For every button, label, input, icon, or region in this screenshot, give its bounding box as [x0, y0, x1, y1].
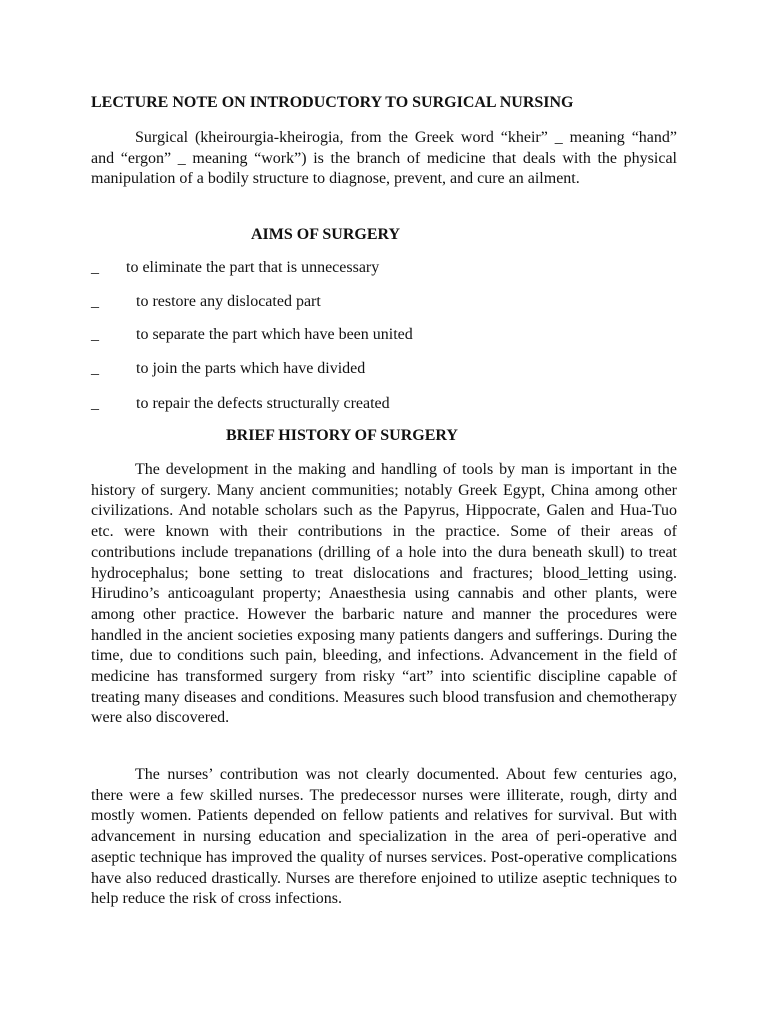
aim-bullet: _ [91, 259, 99, 276]
aim-text: to separate the part which have been united [136, 326, 413, 343]
aim-text: to eliminate the part that is unnecessary [126, 259, 380, 276]
aims-heading: AIMS OF SURGERY [251, 226, 401, 243]
aim-text: to restore any dislocated part [136, 293, 321, 310]
aim-bullet: _ [91, 395, 99, 412]
aim-bullet: _ [91, 326, 99, 343]
history-paragraph: The development in the making and handling of tools by man is important in the history of surgery. Many ancient communities; notably Greek Egypt, China among other civilizations. And notable scholars such as the Papyrus, Hippocrate, Galen and Hua-Tuo etc. were known with their contributions in the practice. Some of their areas of contributions include trepanations (drilling of a hole into the dura beneath skull) to treat hydrocephalus; bone setting to treat dislocations and fractures; blood_letting using. Hirudino’s anticoagulant property; Anaesthesia using cannabis and other plants, were among other practice. However the barbaric nature and manner the procedures were handled in the ancient societies exposing many patients dangers and sufferings. During the time, due to conditions such pain, bleeding, and infections. Advancement in the field of medicine has transformed surgery from risky “art” into scientific discipline capable of treating many diseases and conditions. Measures such blood transfusion and chemotherapy were also discovered. [91, 461, 677, 727]
document-title: LECTURE NOTE ON INTRODUCTORY TO SURGICAL NURSING [91, 94, 574, 111]
aim-item [91, 325, 413, 346]
aim-item [91, 258, 380, 279]
aim-text: to join the parts which have divided [136, 360, 366, 377]
aim-bullet: _ [91, 293, 99, 310]
aim-item [91, 359, 366, 380]
history-paragraph: The nurses’ contribution was not clearly documented. About few centuries ago, there were a few skilled nurses. The predecessor nurses were illiterate, rough, dirty and mostly women. Patients depended on fellow patients and relatives for survival. But with advancement in nursing education and specialization in the area of peri-operative and aseptic technique has improved the quality of nurses services. Post-operative complications have also reduced drastically. Nurses are therefore enjoined to utilize aseptic techniques to help reduce the risk of cross infections. [91, 766, 677, 908]
history-heading: BRIEF HISTORY OF SURGERY [226, 427, 458, 444]
aim-item [91, 292, 321, 313]
aim-item [91, 394, 390, 415]
intro-paragraph: Surgical (kheirourgia-kheirogia, from the Greek word “kheir” _ meaning “hand” and “ergon” _ meaning “work”) is the branch of medicine that deals with the physical manipulation of a bodily structure to diagnose, prevent, and cure an ailment. [91, 129, 677, 188]
aim-bullet: _ [91, 360, 99, 377]
aim-text: to repair the defects structurally created [136, 395, 390, 412]
